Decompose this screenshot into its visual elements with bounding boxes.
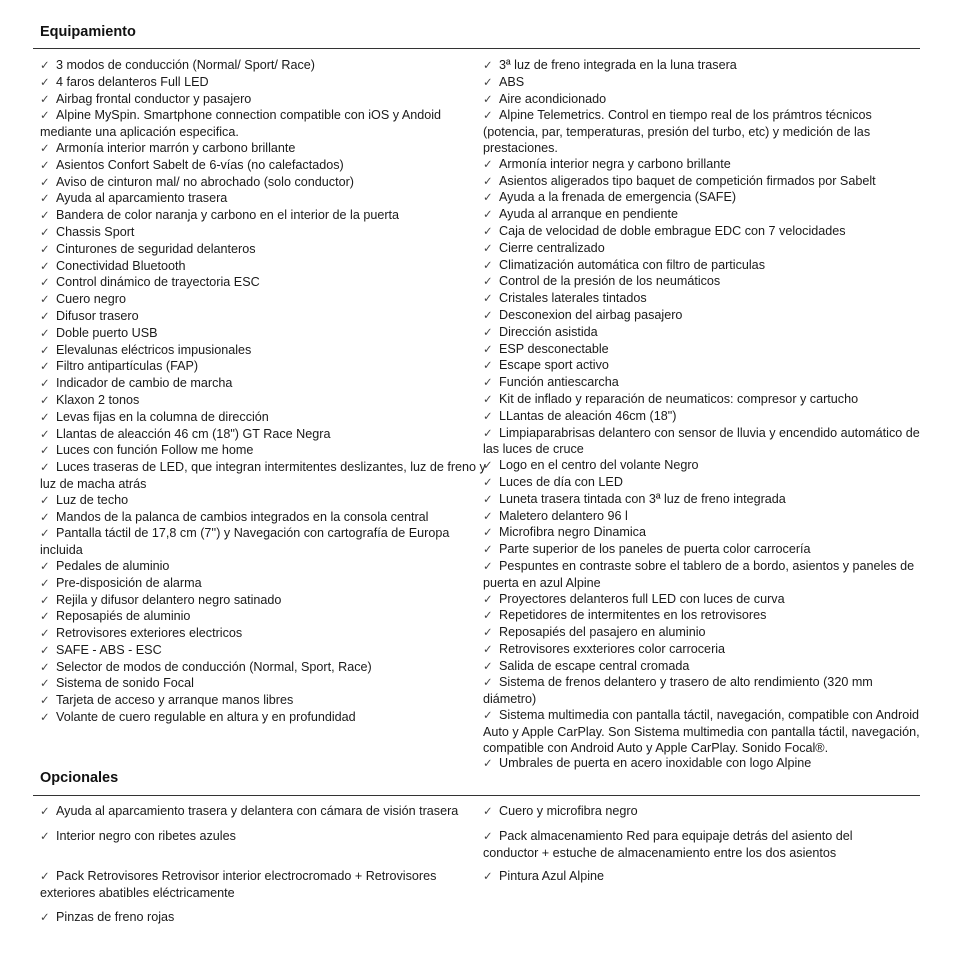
list-item-label: Doble puerto USB bbox=[56, 325, 158, 340]
checkmark-icon: ✓ bbox=[40, 511, 50, 524]
list-item bbox=[483, 358, 923, 375]
list-item-label: Chassis Sport bbox=[56, 224, 135, 239]
list-item-label: SAFE - ABS - ESC bbox=[56, 642, 162, 657]
checkmark-icon: ✓ bbox=[483, 60, 493, 72]
list-item-label: Luneta trasera tintada con 3ª luz de freno integrada bbox=[499, 491, 786, 506]
list-item bbox=[40, 343, 488, 360]
checkmark-icon: ✓ bbox=[483, 175, 493, 188]
checkmark-icon: ✓ bbox=[40, 159, 50, 172]
list-item bbox=[483, 756, 923, 773]
checkmark-icon: ✓ bbox=[40, 445, 50, 458]
checkmark-icon: ✓ bbox=[483, 660, 493, 673]
checkmark-icon: ✓ bbox=[483, 427, 493, 440]
checkmark-icon: ✓ bbox=[40, 193, 50, 206]
list-item bbox=[40, 676, 488, 693]
list-item bbox=[40, 175, 488, 192]
checkmark-icon: ✓ bbox=[40, 226, 50, 239]
checkmark-icon: ✓ bbox=[40, 142, 50, 155]
checkmark-icon: ✓ bbox=[483, 544, 493, 557]
checkmark-icon: ✓ bbox=[483, 309, 493, 322]
checkmark-icon: ✓ bbox=[40, 428, 50, 441]
checkmark-icon: ✓ bbox=[483, 293, 493, 306]
checkmark-icon: ✓ bbox=[483, 527, 493, 540]
list-item-label: Reposapiés del pasajero en aluminio bbox=[499, 625, 706, 640]
list-item-label: Selector de modos de conducción (Normal, Sport, Race) bbox=[56, 659, 372, 674]
list-item-label: Luces traseras de LED, que integran intermitentes deslizantes, luz de freno y luz de macha atrás bbox=[40, 460, 486, 491]
list-item-label: Microfibra negro Dinamica bbox=[499, 525, 646, 540]
checkmark-icon: ✓ bbox=[40, 594, 50, 607]
checkmark-icon: ✓ bbox=[40, 344, 50, 357]
list-item-label: Pantalla táctil de 17,8 cm (7'') y Navegación con cartografía de Europa incluida bbox=[40, 526, 450, 558]
checkmark-icon: ✓ bbox=[40, 462, 50, 475]
list-item bbox=[40, 909, 483, 926]
list-item bbox=[483, 325, 923, 342]
checkmark-icon: ✓ bbox=[40, 110, 50, 123]
checkmark-icon: ✓ bbox=[483, 242, 493, 255]
list-item-label: Cinturones de seguridad delanteros bbox=[56, 241, 256, 256]
checkmark-icon: ✓ bbox=[40, 176, 50, 189]
list-item-label: Mandos de la palanca de cambios integrados en la consola central bbox=[56, 509, 429, 524]
list-item-label: Cristales laterales tintados bbox=[499, 291, 647, 306]
list-item bbox=[40, 191, 488, 208]
list-item-label: Logo en el centro del volante Negro bbox=[499, 458, 699, 473]
checkmark-icon: ✓ bbox=[40, 806, 50, 818]
options-list bbox=[40, 803, 925, 926]
list-item bbox=[483, 525, 923, 542]
list-item bbox=[40, 259, 488, 276]
list-item-label: Pre-disposición de alarma bbox=[56, 575, 202, 590]
list-item-label: Repetidores de intermitentes en los retrovisores bbox=[499, 608, 767, 623]
list-item-label: Sistema de frenos delantero y trasero de alto rendimiento (320 mm diámetro) bbox=[483, 675, 873, 707]
list-item bbox=[483, 308, 923, 325]
list-item bbox=[483, 75, 923, 92]
list-item bbox=[483, 157, 923, 174]
list-item-label: Cuero negro bbox=[56, 292, 127, 307]
list-item bbox=[483, 426, 923, 459]
checkmark-icon: ✓ bbox=[40, 712, 50, 725]
list-item bbox=[40, 326, 488, 343]
checkmark-icon: ✓ bbox=[40, 378, 50, 391]
list-item bbox=[483, 559, 923, 592]
checkmark-icon: ✓ bbox=[40, 327, 50, 340]
list-item-label: Ayuda al aparcamiento trasera bbox=[56, 191, 228, 206]
checkmark-icon: ✓ bbox=[483, 209, 493, 222]
list-item-label: Cierre centralizado bbox=[499, 240, 605, 255]
list-item bbox=[40, 427, 488, 444]
list-item-label: 3ª luz de freno integrada en la luna trasera bbox=[499, 58, 737, 72]
list-item bbox=[483, 675, 923, 708]
list-item-label: 3 modos de conducción (Normal/ Sport/ Race) bbox=[56, 58, 315, 72]
list-item bbox=[40, 803, 483, 820]
list-item bbox=[483, 803, 923, 820]
list-item-label: LLantas de aleación 46cm (18") bbox=[499, 408, 677, 423]
list-item-label: Reposapiés de aluminio bbox=[56, 609, 191, 624]
list-item-label: Filtro antipartículas (FAP) bbox=[56, 359, 199, 374]
list-item bbox=[40, 75, 488, 92]
list-item-label: Bandera de color naranja y carbono en el interior de la puerta bbox=[56, 208, 400, 223]
checkmark-icon: ✓ bbox=[483, 710, 493, 723]
list-item bbox=[40, 359, 488, 376]
list-item-label: Difusor trasero bbox=[56, 308, 139, 323]
checkmark-icon: ✓ bbox=[40, 871, 50, 883]
list-item-label: Asientos Confort Sabelt de 6-vías (no calefactados) bbox=[56, 157, 344, 172]
checkmark-icon: ✓ bbox=[483, 410, 493, 423]
checkmark-icon: ✓ bbox=[483, 393, 493, 406]
list-item-label: Cuero y microfibra negro bbox=[499, 804, 638, 818]
list-item bbox=[483, 190, 923, 207]
checkmark-icon: ✓ bbox=[483, 360, 493, 373]
list-item bbox=[40, 609, 488, 626]
list-item-label: Ayuda al arranque en pendiente bbox=[499, 207, 679, 222]
checkmark-icon: ✓ bbox=[483, 830, 493, 843]
checkmark-icon: ✓ bbox=[483, 593, 493, 606]
checkmark-icon: ✓ bbox=[40, 628, 50, 641]
checkmark-icon: ✓ bbox=[483, 610, 493, 623]
list-item-label: Pespuntes en contraste sobre el tablero de a bordo, asientos y paneles de puerta en azul Alpine bbox=[483, 558, 915, 590]
list-item bbox=[483, 375, 923, 392]
list-item-label: Levas fijas en la columna de dirección bbox=[56, 409, 269, 424]
equipment-section-title: Equipamiento bbox=[40, 24, 136, 40]
checkmark-icon: ✓ bbox=[483, 343, 493, 356]
list-item bbox=[40, 275, 488, 292]
list-item bbox=[40, 828, 483, 861]
list-item bbox=[40, 643, 488, 660]
list-item bbox=[40, 460, 488, 493]
checkmark-icon: ✓ bbox=[483, 276, 493, 289]
list-item-label: Armonía interior marrón y carbono brillante bbox=[56, 140, 296, 155]
list-item-label: Pack almacenamiento Red para equipaje detrás del asiento del conductor + estuche de almacenamiento entre los dos asientos bbox=[483, 828, 853, 860]
list-item-label: Ayuda a la frenada de emergencia (SAFE) bbox=[499, 190, 737, 205]
list-item-label: Retrovisores exxteriores color carroceria bbox=[499, 641, 726, 656]
checkmark-icon: ✓ bbox=[40, 76, 50, 89]
checkmark-icon: ✓ bbox=[483, 871, 493, 883]
list-item-label: 4 faros delanteros Full LED bbox=[56, 74, 209, 89]
checkmark-icon: ✓ bbox=[483, 806, 493, 818]
checkmark-icon: ✓ bbox=[40, 695, 50, 708]
list-item-label: Escape sport activo bbox=[499, 358, 609, 373]
list-item bbox=[483, 542, 923, 559]
checkmark-icon: ✓ bbox=[483, 493, 493, 506]
checkmark-icon: ✓ bbox=[483, 225, 493, 238]
checkmark-icon: ✓ bbox=[40, 678, 50, 691]
list-item bbox=[483, 868, 923, 901]
list-item bbox=[40, 225, 488, 242]
list-item bbox=[40, 576, 488, 593]
list-item-label: Pedales de aluminio bbox=[56, 558, 170, 573]
list-item bbox=[483, 241, 923, 258]
list-item bbox=[40, 510, 488, 527]
list-item-label: Pack Retrovisores Retrovisor interior electrocromado + Retrovisores exteriores abatibles eléctricamente bbox=[40, 869, 437, 900]
list-item-label: Ayuda al aparcamiento trasera y delantera con cámara de visión trasera bbox=[56, 804, 459, 818]
list-item-label: Función antiescarcha bbox=[499, 375, 619, 390]
checkmark-icon: ✓ bbox=[40, 210, 50, 223]
list-item-label: Desconexion del airbag pasajero bbox=[499, 307, 683, 322]
list-item bbox=[40, 660, 488, 677]
checkmark-icon: ✓ bbox=[483, 259, 493, 272]
list-item bbox=[40, 92, 488, 109]
checkmark-icon: ✓ bbox=[40, 830, 50, 843]
list-item bbox=[40, 242, 488, 259]
list-item-label: Rejila y difusor delantero negro satinado bbox=[56, 592, 282, 607]
checkmark-icon: ✓ bbox=[40, 528, 50, 541]
equipment-list-left bbox=[40, 58, 488, 727]
list-item-label: Llantas de aleacción 46 cm (18") GT Race Negra bbox=[56, 426, 331, 441]
list-item-label: Airbag frontal conductor y pasajero bbox=[56, 91, 252, 106]
checkmark-icon: ✓ bbox=[483, 677, 493, 690]
checkmark-icon: ✓ bbox=[483, 93, 493, 106]
list-item bbox=[483, 592, 923, 609]
options-divider bbox=[33, 795, 920, 796]
list-item-label: Luces con función Follow me home bbox=[56, 443, 254, 458]
list-item-label: Elevalunas eléctricos impusionales bbox=[56, 342, 252, 357]
checkmark-icon: ✓ bbox=[40, 911, 50, 924]
list-item bbox=[40, 593, 488, 610]
checkmark-icon: ✓ bbox=[483, 76, 493, 89]
checkmark-icon: ✓ bbox=[483, 158, 493, 171]
list-item-label: Aire acondicionado bbox=[499, 91, 607, 106]
checkmark-icon: ✓ bbox=[483, 627, 493, 640]
list-item-label: Indicador de cambio de marcha bbox=[56, 376, 233, 391]
list-item-label: Salida de escape central cromada bbox=[499, 658, 690, 673]
checkmark-icon: ✓ bbox=[483, 326, 493, 339]
list-item bbox=[40, 493, 488, 510]
checkmark-icon: ✓ bbox=[40, 560, 50, 573]
list-item-label: Control de la presión de los neumáticos bbox=[499, 274, 721, 289]
list-item bbox=[483, 58, 923, 75]
list-item-label: ABS bbox=[499, 74, 525, 89]
list-item bbox=[40, 376, 488, 393]
list-item bbox=[483, 492, 923, 509]
list-item-label: Aviso de cinturon mal/ no abrochado (solo conductor) bbox=[56, 174, 354, 189]
list-item-label: Sistema de sonido Focal bbox=[56, 676, 194, 691]
list-item bbox=[40, 158, 488, 175]
list-item bbox=[483, 92, 923, 109]
list-item-label: Luces de día con LED bbox=[499, 474, 623, 489]
checkmark-icon: ✓ bbox=[483, 476, 493, 489]
checkmark-icon: ✓ bbox=[40, 277, 50, 290]
list-item bbox=[40, 710, 488, 727]
checkmark-icon: ✓ bbox=[483, 758, 493, 771]
list-item-label: Volante de cuero regulable en altura y en profundidad bbox=[56, 710, 356, 725]
list-item bbox=[40, 141, 488, 158]
list-item bbox=[40, 559, 488, 576]
list-item-label: Limpiaparabrisas delantero con sensor de lluvia y encendido automático de las luces de cruce bbox=[483, 425, 920, 457]
checkmark-icon: ✓ bbox=[483, 460, 493, 473]
checkmark-icon: ✓ bbox=[483, 377, 493, 390]
checkmark-icon: ✓ bbox=[40, 310, 50, 323]
list-item-label: Armonía interior negra y carbono brillante bbox=[499, 156, 731, 171]
list-item-label: Sistema multimedia con pantalla táctil, navegación, compatible con Android Auto y Apple CarPlay. Son Sistema multimedia con pantalla táctil, navegación, compatible con Android Auto y Apple CarPlay. Sonido Focal®. bbox=[483, 708, 920, 755]
options-section-title: Opcionales bbox=[40, 770, 119, 786]
list-item bbox=[40, 410, 488, 427]
list-item bbox=[483, 207, 923, 224]
list-item bbox=[483, 291, 923, 308]
list-item bbox=[40, 868, 483, 901]
list-item bbox=[40, 526, 488, 559]
checkmark-icon: ✓ bbox=[40, 411, 50, 424]
list-item-label: Maletero delantero 96 l bbox=[499, 508, 628, 523]
checkmark-icon: ✓ bbox=[483, 510, 493, 523]
list-item-label: Klaxon 2 tonos bbox=[56, 392, 140, 407]
list-item-label: Luz de techo bbox=[56, 492, 129, 507]
checkmark-icon: ✓ bbox=[40, 661, 50, 674]
checkmark-icon: ✓ bbox=[40, 494, 50, 507]
list-item bbox=[483, 274, 923, 291]
list-item-label: Interior negro con ribetes azules bbox=[56, 828, 236, 843]
list-item bbox=[483, 258, 923, 275]
list-item bbox=[483, 659, 923, 676]
list-item bbox=[40, 58, 488, 75]
list-item-label: Asientos aligerados tipo baquet de competición firmados por Sabelt bbox=[499, 173, 876, 188]
list-item-label: Pintura Azul Alpine bbox=[499, 869, 605, 883]
list-item-label: Umbrales de puerta en acero inoxidable con logo Alpine bbox=[499, 756, 812, 771]
list-item bbox=[40, 208, 488, 225]
checkmark-icon: ✓ bbox=[40, 577, 50, 590]
list-item bbox=[40, 292, 488, 309]
list-item bbox=[40, 393, 488, 410]
list-item-label: Control dinámico de trayectoria ESC bbox=[56, 275, 260, 290]
list-item-label: ESP desconectable bbox=[499, 341, 609, 356]
checkmark-icon: ✓ bbox=[483, 110, 493, 123]
list-item bbox=[483, 509, 923, 526]
list-item bbox=[40, 443, 488, 460]
checkmark-icon: ✓ bbox=[40, 294, 50, 307]
list-item-label: Tarjeta de acceso y arranque manos libres bbox=[56, 693, 294, 708]
list-item-label: Climatización automática con filtro de particulas bbox=[499, 257, 765, 272]
list-item-label: Conectividad Bluetooth bbox=[56, 258, 186, 273]
checkmark-icon: ✓ bbox=[40, 60, 50, 72]
checkmark-icon: ✓ bbox=[483, 560, 493, 573]
list-item bbox=[483, 475, 923, 492]
list-item bbox=[483, 708, 923, 756]
list-item bbox=[40, 108, 488, 141]
list-item-label: Pinzas de freno rojas bbox=[56, 909, 175, 924]
list-item-label: Retrovisores exteriores electricos bbox=[56, 626, 243, 641]
checkmark-icon: ✓ bbox=[40, 93, 50, 106]
list-item bbox=[483, 108, 923, 156]
equipment-divider bbox=[33, 48, 920, 49]
list-item-label: Dirección asistida bbox=[499, 324, 598, 339]
list-item-label: Parte superior de los paneles de puerta color carrocería bbox=[499, 542, 811, 557]
list-item-label: Proyectores delanteros full LED con luces de curva bbox=[499, 591, 785, 606]
checkmark-icon: ✓ bbox=[40, 243, 50, 256]
list-item-label: Alpine Telemetrics. Control en tiempo real de los prámtros técnicos (potencia, par, temperaturas, presión del turbo, etc) y medición de las prestaciones. bbox=[483, 108, 872, 155]
list-item bbox=[483, 828, 923, 861]
list-item bbox=[483, 224, 923, 241]
list-item-label: Alpine MySpin. Smartphone connection compatible con iOS y Andoid mediante una aplicación especifica. bbox=[40, 108, 442, 140]
equipment-list-right bbox=[483, 58, 923, 773]
list-item bbox=[483, 642, 923, 659]
list-item bbox=[483, 409, 923, 426]
checkmark-icon: ✓ bbox=[40, 611, 50, 624]
list-item bbox=[483, 608, 923, 625]
list-item bbox=[40, 693, 488, 710]
list-item bbox=[483, 625, 923, 642]
list-item bbox=[40, 626, 488, 643]
checkmark-icon: ✓ bbox=[40, 260, 50, 273]
list-item-label: Kit de inflado y reparación de neumaticos: compresor y cartucho bbox=[499, 391, 859, 406]
list-item bbox=[483, 174, 923, 191]
checkmark-icon: ✓ bbox=[40, 644, 50, 657]
list-item bbox=[483, 458, 923, 475]
checkmark-icon: ✓ bbox=[483, 192, 493, 205]
checkmark-icon: ✓ bbox=[40, 394, 50, 407]
list-item-label: Caja de velocidad de doble embrague EDC con 7 velocidades bbox=[499, 223, 846, 238]
list-item bbox=[40, 309, 488, 326]
checkmark-icon: ✓ bbox=[40, 361, 50, 374]
list-item bbox=[483, 342, 923, 359]
checkmark-icon: ✓ bbox=[483, 643, 493, 656]
list-item bbox=[483, 392, 923, 409]
